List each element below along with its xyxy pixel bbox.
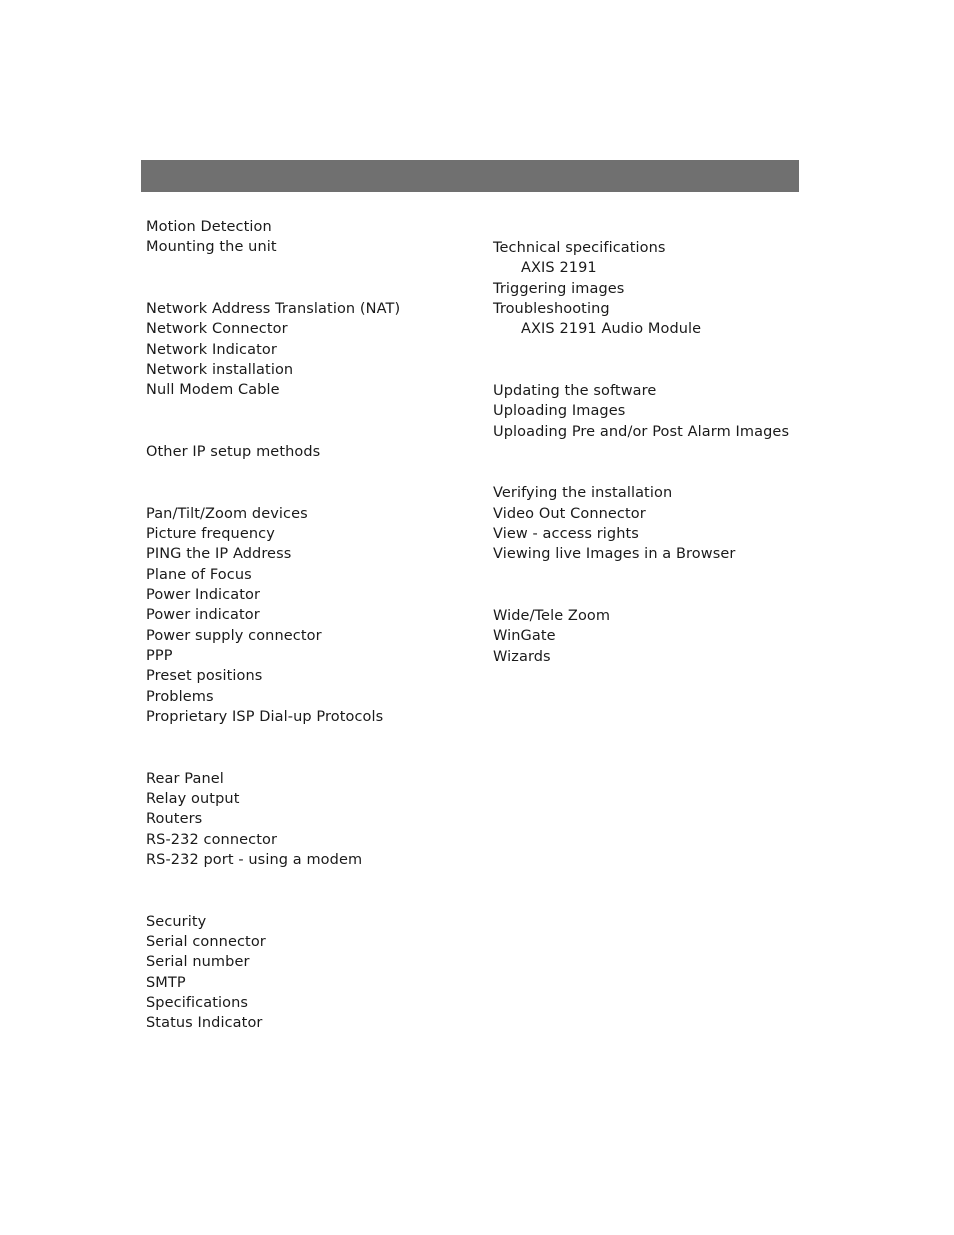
index-section-gap — [146, 870, 476, 912]
index-section-gap — [493, 339, 823, 381]
index-entry: Uploading Pre and/or Post Alarm Images — [493, 423, 790, 440]
index-column-right — [493, 238, 823, 667]
index-entry: Routers — [146, 811, 203, 828]
index-subentry: AXIS 2191 — [521, 260, 597, 277]
index-entry: Viewing live Images in a Browser — [493, 546, 736, 563]
index-section-gap — [146, 462, 476, 504]
index-entry: Serial connector — [146, 933, 266, 950]
index-section-gap — [493, 565, 823, 607]
index-entry: Wide/Tele Zoom — [493, 608, 611, 625]
index-section-gap — [146, 401, 476, 443]
index-entry: Status Indicator — [146, 1015, 263, 1032]
index-entry: Specifications — [146, 994, 249, 1011]
index-entry: Network Address Translation (NAT) — [146, 301, 401, 318]
index-entry: Technical specifications — [493, 240, 666, 256]
index-section-gap — [146, 258, 476, 300]
index-section-gap — [493, 442, 823, 484]
index-entry: Power supply connector — [146, 627, 322, 644]
index-entry: Null Modem Cable — [146, 382, 280, 399]
index-entry: Serial number — [146, 954, 250, 971]
index-entry: Verifying the installation — [493, 485, 673, 502]
index-entry: Motion Detection — [146, 219, 272, 235]
index-header-bar — [141, 160, 799, 192]
index-entry: Triggering images — [493, 280, 625, 297]
index-entry: Video Out Connector — [493, 505, 646, 522]
index-entry: Picture frequency — [146, 526, 275, 543]
index-entry: Wizards — [493, 648, 551, 665]
index-entry: RS-232 connector — [146, 831, 278, 848]
index-entry: Proprietary ISP Dial-up Protocols — [146, 708, 384, 725]
index-entry: Network Indicator — [146, 341, 277, 358]
index-entry: PPP — [146, 647, 173, 664]
index-entry: Other IP setup methods — [146, 444, 321, 461]
index-section-gap — [146, 727, 476, 769]
index-entry: Power indicator — [146, 607, 260, 624]
index-entry: Network Connector — [146, 321, 288, 338]
index-entry: View - access rights — [493, 525, 639, 542]
index-entry: Mounting the unit — [146, 239, 277, 256]
index-column-left — [146, 217, 476, 1033]
index-entry: Updating the software — [493, 382, 657, 399]
index-entry: Power Indicator — [146, 587, 261, 604]
index-entry: Pan/Tilt/Zoom devices — [146, 505, 308, 522]
index-entry: Rear Panel — [146, 770, 224, 787]
index-entry: RS-232 port - using a modem — [146, 851, 363, 868]
index-entry: Relay output — [146, 790, 240, 807]
index-entry: Problems — [146, 688, 214, 705]
index-entry: Network installation — [146, 361, 294, 378]
index-entry: Security — [146, 913, 207, 930]
index-entry: Uploading Images — [493, 403, 626, 420]
index-entry: Plane of Focus — [146, 566, 252, 583]
index-entry: SMTP — [146, 974, 186, 991]
index-entry: Preset positions — [146, 668, 263, 685]
index-entry: WinGate — [493, 628, 556, 645]
index-entry: Troubleshooting — [493, 300, 610, 317]
index-subentry: AXIS 2191 Audio Module — [521, 321, 702, 338]
index-entry: PING the IP Address — [146, 546, 292, 563]
